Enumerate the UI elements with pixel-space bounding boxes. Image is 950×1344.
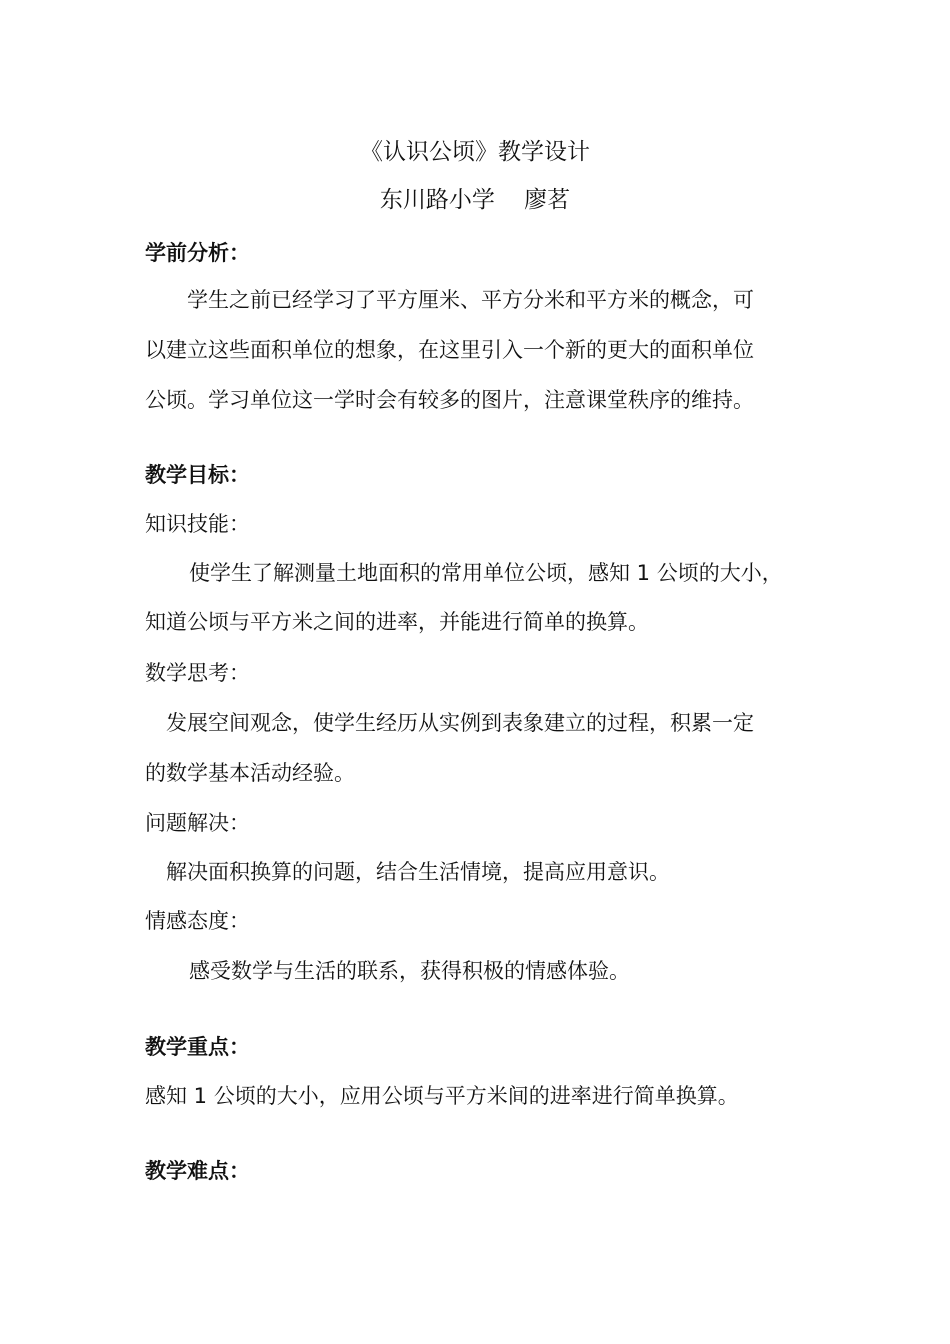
knowledge-line-1: 使学生了解测量土地面积的常用单位公顷，感知 1 公顷的大小， <box>189 561 783 585</box>
emotion-line-1: 感受数学与生活的联系，获得积极的情感体验。 <box>189 959 630 983</box>
pre-analysis-line-3: 公顷。学习单位这一学时会有较多的图片，注意课堂秩序的维持。 <box>145 388 754 412</box>
pre-analysis-line-1: 学生之前已经学习了平方厘米、平方分米和平方米的概念，可 <box>187 288 754 312</box>
heading-key-points: 教学重点： <box>145 1035 250 1059</box>
label-problem: 问题解决： <box>145 811 250 835</box>
document-title: 《认识公顷》教学设计 <box>360 139 590 165</box>
author-line: 东川路小学 廖茗 <box>379 187 571 213</box>
knowledge-line-2: 知道公顷与平方米之间的进率，并能进行简单的换算。 <box>145 610 649 634</box>
heading-goals: 教学目标： <box>145 463 250 487</box>
pre-analysis-line-2: 以建立这些面积单位的想象，在这里引入一个新的更大的面积单位 <box>145 338 754 362</box>
problem-line-1: 解决面积换算的问题，结合生活情境，提高应用意识。 <box>166 860 670 884</box>
thinking-line-1: 发展空间观念，使学生经历从实例到表象建立的过程，积累一定 <box>166 711 754 735</box>
label-emotion: 情感态度： <box>145 909 250 933</box>
thinking-line-2: 的数学基本活动经验。 <box>145 761 355 785</box>
label-thinking: 数学思考： <box>145 661 250 685</box>
key-points-line-1: 感知 1 公顷的大小，应用公顷与平方米间的进率进行简单换算。 <box>145 1084 739 1108</box>
label-knowledge: 知识技能： <box>145 512 250 536</box>
heading-pre-analysis: 学前分析： <box>145 241 250 265</box>
heading-difficulties: 教学难点： <box>145 1159 250 1183</box>
